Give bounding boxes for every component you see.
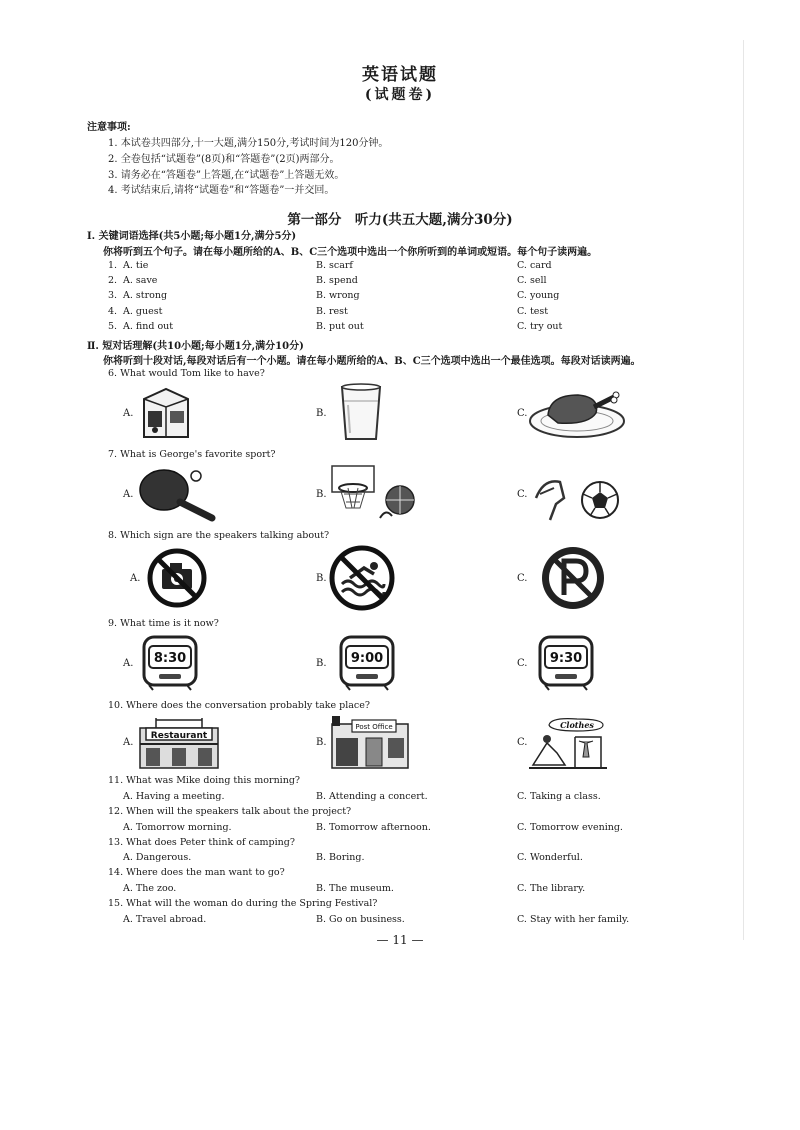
q1-option-b: B. scarf <box>316 260 353 271</box>
q4-number: 4. <box>108 306 118 317</box>
q1-number: 1. <box>108 260 118 271</box>
clothes-shop-image <box>527 713 609 771</box>
q8-label-c: C. <box>517 573 528 584</box>
q2-number: 2. <box>108 275 118 286</box>
q12-text: 12. When will the speakers talk about the project? <box>108 806 352 817</box>
part1-title: 第一部分 听力(共五大题,满分30分) <box>287 212 513 228</box>
q12-option-b: B. Tomorrow afternoon. <box>316 822 431 833</box>
clock-time-label: 9:30 <box>549 651 583 666</box>
q5-option-a: A. find out <box>123 321 174 332</box>
q9-label-c: C. <box>517 658 528 669</box>
notes-heading: 注意事项: <box>87 122 131 133</box>
q5-option-c: C. try out <box>517 321 563 332</box>
glass-of-water-image <box>336 383 386 443</box>
exam-title: 英语试题 <box>362 65 438 85</box>
q3-option-a: A. strong <box>123 290 168 301</box>
digital-clock-830-image <box>141 634 199 692</box>
basketball-hoop-image <box>330 464 420 524</box>
q8-label-a: A. <box>130 573 141 584</box>
q1-option-c: C. card <box>517 260 552 271</box>
q9-label-b: B. <box>316 658 327 669</box>
q9-text: 9. What time is it now? <box>108 618 219 629</box>
q6-label-a: A. <box>123 408 134 419</box>
exam-subtitle: (试题卷) <box>364 87 436 103</box>
q10-label-c: C. <box>517 737 528 748</box>
soccer-ball-image <box>530 468 622 524</box>
page-edge-shadow <box>743 40 744 940</box>
restaurant-building-image <box>136 714 222 770</box>
q12-option-a: A. Tomorrow morning. <box>123 822 232 833</box>
chicken-leg-plate-image <box>528 385 626 439</box>
q10-label-b: B. <box>316 737 327 748</box>
no-photography-sign-icon <box>146 547 208 609</box>
q11-text: 11. What was Mike doing this morning? <box>108 775 301 786</box>
q14-option-a: A. The zoo. <box>123 883 177 894</box>
q14-option-b: B. The museum. <box>316 883 394 894</box>
q15-option-a: A. Travel abroad. <box>123 914 207 925</box>
q13-option-c: C. Wonderful. <box>517 852 583 863</box>
q15-option-c: C. Stay with her family. <box>517 914 630 925</box>
q2-option-a: A. save <box>123 275 158 286</box>
q3-option-b: B. wrong <box>316 290 360 301</box>
q6-label-c: C. <box>517 408 528 419</box>
q4-option-b: B. rest <box>316 306 348 317</box>
post-office-sign-label: Post Office <box>355 723 393 731</box>
q11-option-c: C. Taking a class. <box>517 791 601 802</box>
q11-option-a: A. Having a meeting. <box>123 791 225 802</box>
clock-time-label: 8:30 <box>153 651 187 666</box>
q12-option-c: C. Tomorrow evening. <box>517 822 623 833</box>
q7-label-a: A. <box>123 489 134 500</box>
ping-pong-paddle-image <box>138 466 220 524</box>
note-item: 2. 全卷包括“试题卷”(8页)和“答题卷”(2页)两部分。 <box>108 154 340 165</box>
no-swimming-sign-icon <box>328 544 396 612</box>
q14-option-c: C. The library. <box>517 883 586 894</box>
q14-text: 14. Where does the man want to go? <box>108 867 285 878</box>
milk-carton-image <box>136 385 196 441</box>
q5-option-b: B. put out <box>316 321 364 332</box>
page-number: — 11 — <box>376 933 424 947</box>
q1-option-a: A. tie <box>123 260 149 271</box>
note-item: 1. 本试卷共四部分,十一大题,满分150分,考试时间为120分钟。 <box>108 138 389 149</box>
q8-label-b: B. <box>316 573 327 584</box>
q13-option-a: A. Dangerous. <box>123 852 192 863</box>
section1-heading: Ⅰ. 关键词语选择(共5小题;每小题1分,满分5分) <box>87 231 297 242</box>
q4-option-a: A. guest <box>123 306 163 317</box>
q3-option-c: C. young <box>517 290 560 301</box>
restaurant-sign-label: Restaurant <box>150 731 208 741</box>
digital-clock-930-image <box>537 634 595 692</box>
section2-heading: Ⅱ. 短对话理解(共10小题;每小题1分,满分10分) <box>87 341 304 352</box>
q3-number: 3. <box>108 290 118 301</box>
q8-text: 8. Which sign are the speakers talking about? <box>108 530 330 541</box>
q6-text: 6. What would Tom like to have? <box>108 368 265 379</box>
q7-label-c: C. <box>517 489 528 500</box>
q11-option-b: B. Attending a concert. <box>316 791 428 802</box>
digital-clock-900-image <box>338 634 396 692</box>
section2-instruction: 你将听到十段对话,每段对话后有一个小题。请在每小题所给的A、B、C三个选项中选出一个最佳选项。每段对话读两遍。 <box>103 356 641 367</box>
q7-label-b: B. <box>316 489 327 500</box>
q13-text: 13. What does Peter think of camping? <box>108 837 295 848</box>
q2-option-c: C. sell <box>517 275 547 286</box>
q15-text: 15. What will the woman do during the Spring Festival? <box>108 898 378 909</box>
note-item: 3. 请务必在“答题卷”上答题,在“试题卷”上答题无效。 <box>108 170 345 181</box>
q15-option-b: B. Go on business. <box>316 914 405 925</box>
q5-number: 5. <box>108 321 118 332</box>
clothes-sign-label: Clothes <box>560 720 594 730</box>
no-parking-sign-icon <box>540 545 606 611</box>
q10-text: 10. Where does the conversation probably take place? <box>108 700 370 711</box>
q10-label-a: A. <box>123 737 134 748</box>
q9-label-a: A. <box>123 658 134 669</box>
post-office-building-image <box>328 714 412 770</box>
section1-instruction: 你将听到五个句子。请在每小题所给的A、B、C三个选项中选出一个你所听到的单词或短语。每个句子读两遍。 <box>103 247 598 258</box>
q4-option-c: C. test <box>517 306 549 317</box>
q2-option-b: B. spend <box>316 275 358 286</box>
note-item: 4. 考试结束后,请将“试题卷”和“答题卷”一并交回。 <box>108 185 335 196</box>
q13-option-b: B. Boring. <box>316 852 365 863</box>
clock-time-label: 9:00 <box>350 651 384 666</box>
q7-text: 7. What is George's favorite sport? <box>108 449 276 460</box>
q6-label-b: B. <box>316 408 327 419</box>
